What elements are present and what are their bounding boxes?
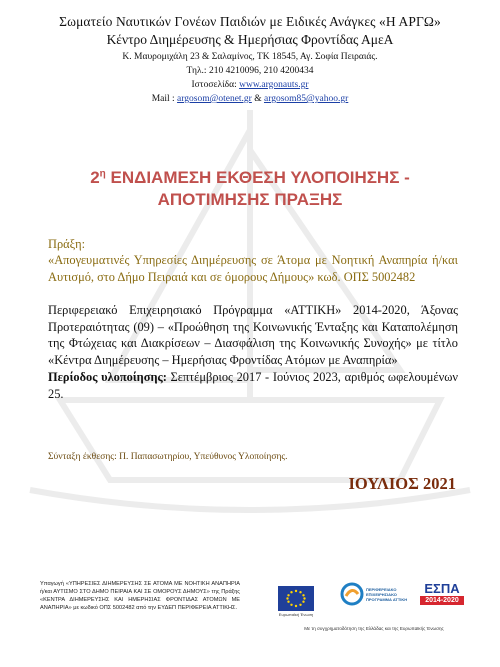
phone-numbers: Τηλ.: 210 4210096, 210 4200434 — [186, 66, 314, 76]
title-ordinal: 2 — [90, 168, 100, 187]
center-name: Κέντρο Διημέρευσης & Ημερήσιας Φροντίδας ΑμεΑ — [106, 32, 394, 47]
website-line — [0, 80, 500, 90]
attica-swirl-icon — [340, 582, 364, 606]
mail-line — [0, 94, 500, 104]
program-description: Περιφερειακό Επιχειρησιακό Πρόγραμμα «ΑΤΤΙΚΗ» 2014-2020, Άξονας Προτεραιότητας (09) – «Προώθηση της Κοινωνικής Ένταξης και Καταπολέμηση της Φτώχειας και Διακρίσεων – Διασφάλιση της Κοινωνικής Συνοχής» με τίτλο «Κέντρα Διημέρευσης – Ημερήσιας Φροντίδας Ατόμων με Αναπηρία» — [48, 303, 458, 367]
period-label: Περίοδος υλοποίησης: — [48, 370, 167, 384]
email-link-1[interactable]: argosom@otenet.gr — [177, 94, 252, 104]
eu-stars-icon — [278, 586, 314, 611]
espa-logo — [420, 582, 470, 605]
period-value: Σεπτέμβριος 2017 - Ιούνιος 2023, αριθμός ωφελουμένων 25. — [48, 370, 458, 401]
address: Κ. Μαυρομιχάλη 23 & Σαλαμίνος, ΤΚ 18545, Αγ. Σοφία Πειραιάς. — [122, 52, 378, 62]
email-link-2[interactable]: argosom85@yahoo.gr — [263, 94, 349, 104]
report-date: ΙΟΥΛΙΟΣ 2021 — [348, 474, 456, 493]
title-ordinal-sup: η — [99, 168, 106, 180]
eu-caption: Ευρωπαϊκή Ένωση — [278, 612, 314, 617]
cofunding-note: Με τη συγχρηματοδότηση της Ελλάδας και της Ευρωπαϊκής Ένωσης — [304, 626, 444, 631]
funding-notice: Υπαγωγή «ΥΠΗΡΕΣΙΕΣ ΔΙΗΜΕΡΕΥΣΗΣ ΣΕ ΑΤΟΜΑ ΜΕ ΝΟΗΤΙΚΗ ΑΝΑΠΗΡΙΑ ή/και ΑΥΤΙΣΜΟ ΣΤΟ ΔΗΜΟ ΠΕΙΡΑΙΑ ΚΑΙ ΣΕ ΟΜΟΡΟΥΣ ΔΗΜΟΥΣ» της Πράξης «ΚΕΝΤΡΑ ΔΙΗΜΕΡΕΥΣΗΣ ΚΑΙ ΗΜΕΡΗΣΙΑΣ ΦΡΟΝΤΙΔΑΣ ΑΤΟΜΩΝ ΜΕ ΑΝΑΠΗΡΙΑ» με κωδικό ΟΠΣ 5002482 από την ΕΥΔΕΠ ΠΕΡΙΦΕΡΕΙΑ ΑΤΤΙΚΗΣ. — [40, 581, 240, 611]
title-line-1-text: ΕΝΔΙΑΜΕΣΗ ΕΚΘΕΣΗ ΥΛΟΠΟΙΗΣΗΣ - — [110, 168, 410, 187]
eu-logo — [276, 586, 316, 617]
organization-name: Σωματείο Ναυτικών Γονέων Παιδιών με Ειδικές Ανάγκες «Η ΑΡΓΩ» — [59, 14, 441, 29]
mail-label: Mail : — [151, 94, 175, 104]
website-label: Ιστοσελίδα: — [191, 80, 237, 90]
attica-caption: ΠΕΡΙΦΕΡΕΙΑΚΟ ΕΠΙΧΕΙΡΗΣΙΑΚΟ ΠΡΟΓΡΑΜΜΑ ΑΤΤΙΚΗ — [366, 587, 408, 602]
praxi-label: Πράξη: — [48, 237, 86, 251]
eu-flag-icon — [278, 586, 314, 611]
authored-by: Σύνταξη έκθεσης: Π. Παπασωτηρίου, Υπεύθυνος Υλοποίησης. — [48, 452, 288, 462]
website-link[interactable]: www.argonauts.gr — [239, 80, 309, 90]
espa-name: ΕΣΠΑ — [420, 582, 464, 596]
report-title-line-2: ΑΠΟΤΙΜΗΣΗΣ ΠΡΑΞΗΣ — [157, 190, 343, 209]
mail-joiner: & — [254, 94, 262, 104]
espa-years: 2014-2020 — [420, 596, 464, 605]
attica-program-logo — [340, 582, 410, 606]
praxi-name: «Απογευματινές Υπηρεσίες Διημέρευσης σε Άτομα με Νοητική Αναπηρία ή/και Αυτισμό, στο Δήμο Πειραιά και σε όμορους Δήμους» κωδ. ΟΠΣ 5002482 — [48, 253, 458, 284]
implementation-period — [48, 369, 458, 402]
report-title-line-1 — [0, 168, 500, 188]
